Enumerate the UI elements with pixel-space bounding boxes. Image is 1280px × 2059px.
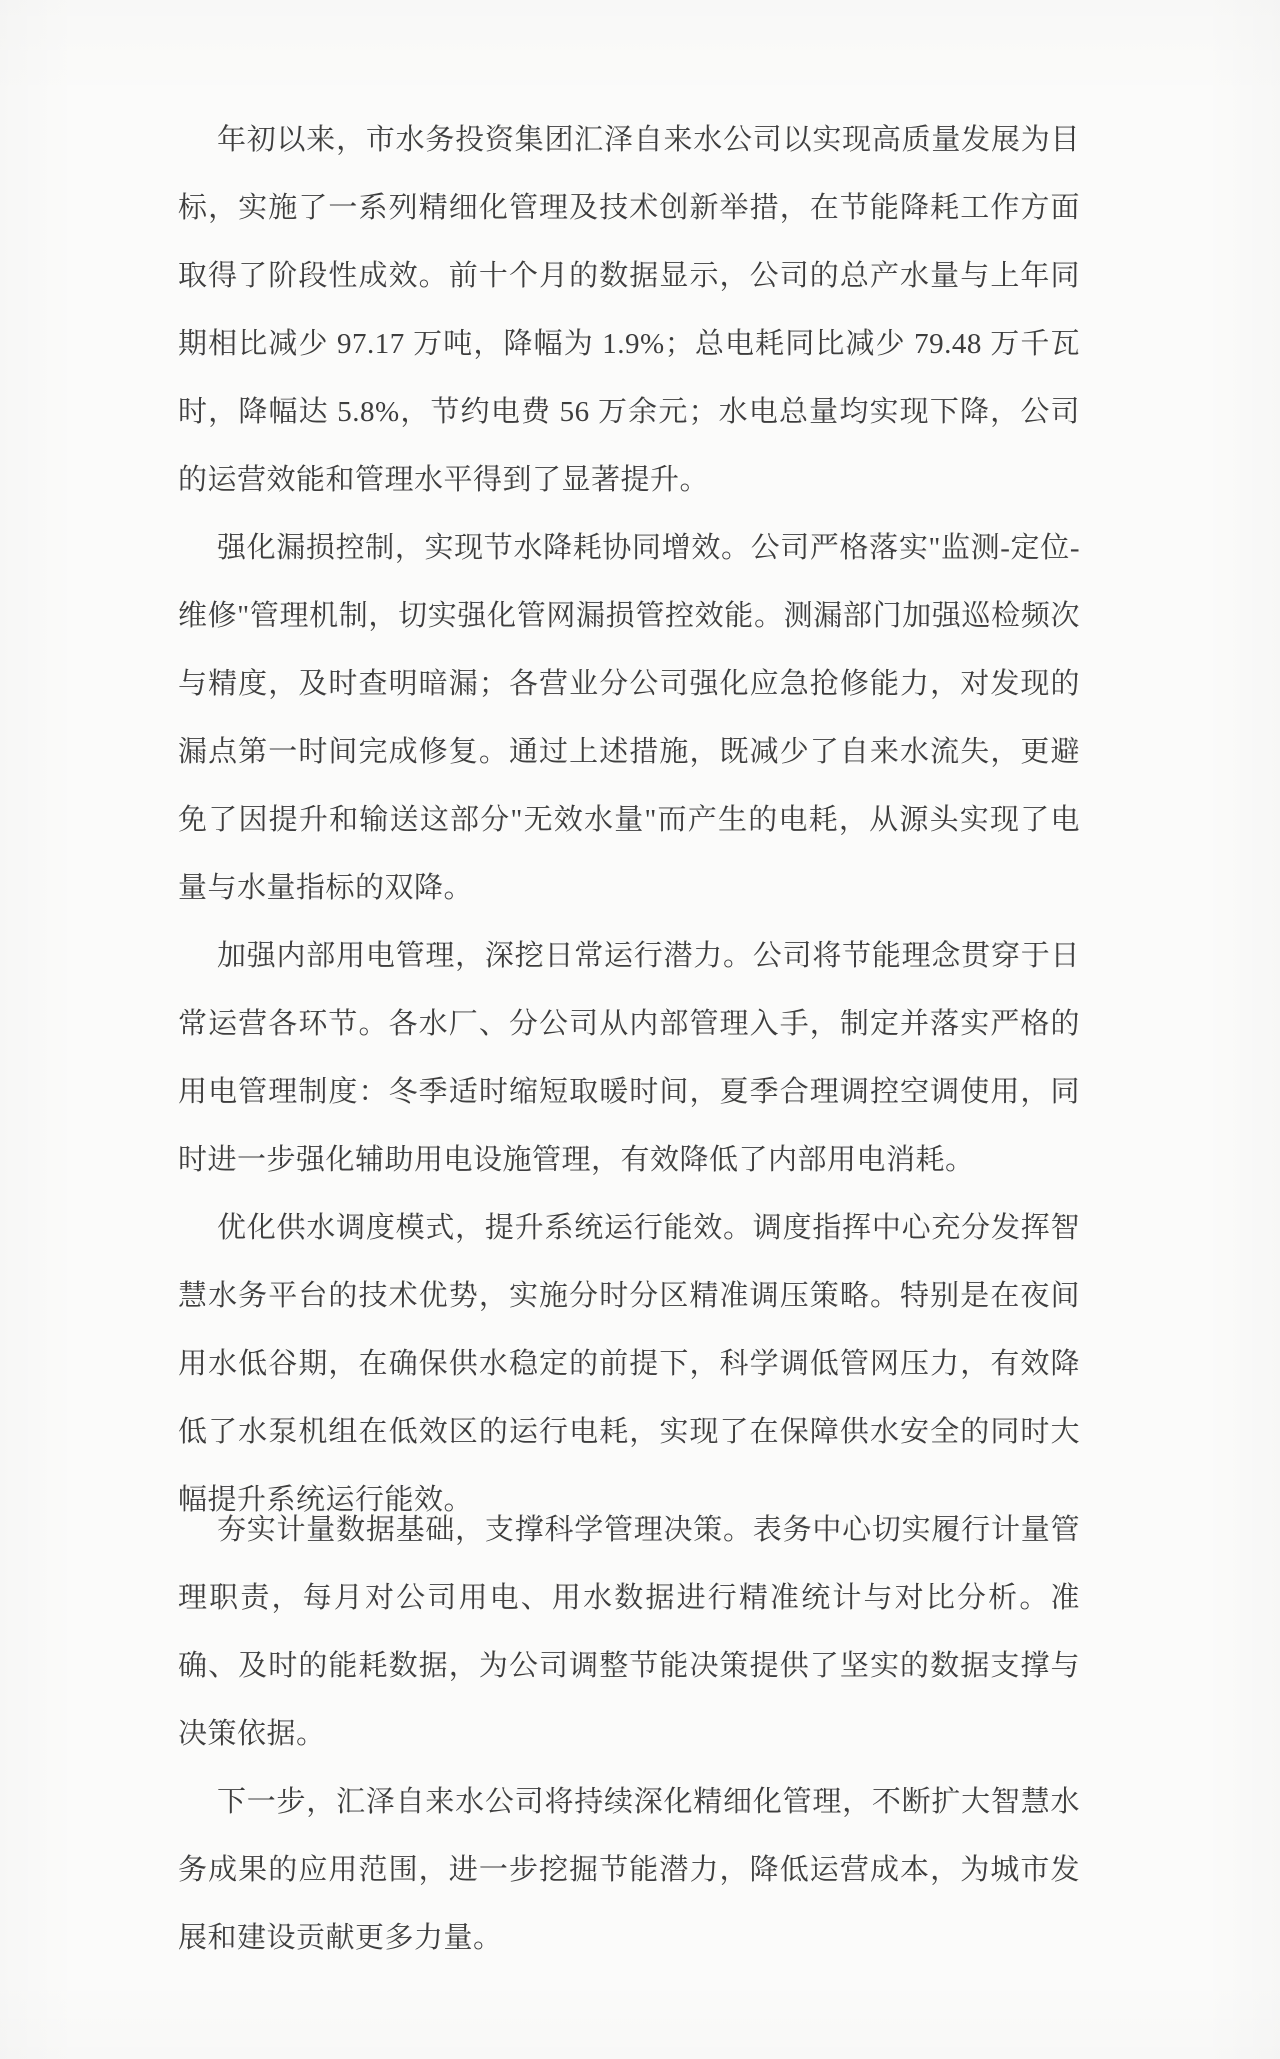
paragraph-intro-results: 年初以来，市水务投资集团汇泽自来水公司以实现高质量发展为目标，实施了一系列精细化管理及技术创新举措，在节能降耗工作方面取得了阶段性成效。前十个月的数据显示，公司的总产水量与上年同期相比减少 97.17 万吨，降幅为 1.9%；总电耗同比减少 79.48 万千瓦时，降幅达 5.8%，节约电费 56 万余元；水电总量均实现下降，公司的运营效能和管理水平得到了显著提升。 xyxy=(178,124,1080,496)
paragraph-dispatch-optimization: 优化供水调度模式，提升系统运行能效。调度指挥中心充分发挥智慧水务平台的技术优势，实施分时分区精准调压策略。特别是在夜间用水低谷期，在确保供水稳定的前提下，科学调低管网压力，有效降低了水泵机组在低效区的运行电耗，实现了在保障供水安全的同时大幅提升系统运行能效。 xyxy=(178,1212,1080,1516)
paragraph-next-steps: 下一步，汇泽自来水公司将持续深化精细化管理，不断扩大智慧水务成果的应用范围，进一步挖掘节能潜力，降低运营成本，为城市发展和建设贡献更多力量。 xyxy=(178,1786,1080,1954)
paragraph-leakage-control: 强化漏损控制，实现节水降耗协同增效。公司严格落实"监测-定位-维修"管理机制，切实强化管网漏损管控效能。测漏部门加强巡检频次与精度，及时查明暗漏；各营业分公司强化应急抢修能力，对发现的漏点第一时间完成修复。通过上述措施，既减少了自来水流失，更避免了因提升和输送这部分"无效水量"而产生的电耗，从源头实现了电量与水量指标的双降。 xyxy=(178,532,1080,904)
paragraph-internal-power-management: 加强内部用电管理，深挖日常运行潜力。公司将节能理念贯穿于日常运营各环节。各水厂、分公司从内部管理入手，制定并落实严格的用电管理制度：冬季适时缩短取暖时间，夏季合理调控空调使用，同时进一步强化辅助用电设施管理，有效降低了内部用电消耗。 xyxy=(178,940,1080,1176)
paragraph-metering-data: 夯实计量数据基础，支撑科学管理决策。表务中心切实履行计量管理职责，每月对公司用电、用水数据进行精准统计与对比分析。准确、及时的能耗数据，为公司调整节能决策提供了坚实的数据支撑与决策依据。 xyxy=(178,1514,1080,1750)
